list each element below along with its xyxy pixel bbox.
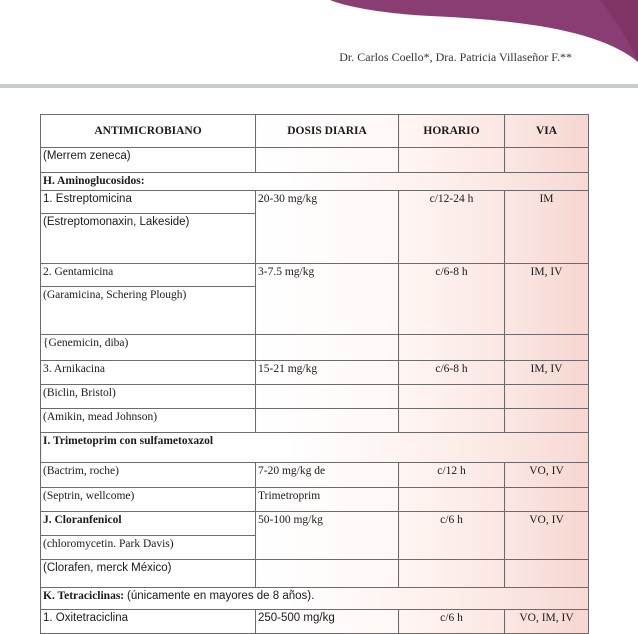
time-cell: c/12-24 h bbox=[399, 191, 505, 264]
dose-cell: 3-7.5 mg/kg bbox=[256, 264, 399, 335]
time-cell: c/6 h bbox=[399, 610, 505, 634]
dose-cell bbox=[256, 409, 399, 433]
time-cell bbox=[399, 560, 505, 588]
time-cell bbox=[399, 148, 505, 173]
table-row bbox=[41, 560, 589, 588]
table-row bbox=[41, 264, 589, 287]
via-cell: IM, IV bbox=[505, 264, 589, 335]
drug-brand-cell: (Bactrim, roche) bbox=[41, 463, 256, 488]
table-row bbox=[41, 488, 589, 512]
section-heading: H. Aminoglucosidos: bbox=[41, 173, 589, 191]
dose-cell: 15-21 mg/kg bbox=[256, 361, 399, 385]
via-cell: VO, IV bbox=[505, 512, 589, 560]
drug-name-cell: 2. Gentamicina bbox=[41, 264, 256, 287]
table-row bbox=[41, 385, 589, 409]
table-row bbox=[41, 361, 589, 385]
section-heading: J. Cloranfenicol bbox=[41, 512, 256, 536]
col-header-horario: HORARIO bbox=[399, 115, 505, 148]
section-note: (únicamente en mayores de 8 años). bbox=[127, 590, 315, 602]
section-row bbox=[41, 173, 589, 191]
time-cell bbox=[399, 385, 505, 409]
table-row bbox=[41, 512, 589, 536]
col-header-antimicrobiano: ANTIMICROBIANO bbox=[41, 115, 256, 148]
dose-cell: Trimetroprim bbox=[256, 488, 399, 512]
drug-name-cell: 3. Arnikacina bbox=[41, 361, 256, 385]
time-cell: c/6-8 h bbox=[399, 264, 505, 335]
drug-name-cell: 1. Oxitetraciclina bbox=[41, 610, 256, 634]
section-heading: I. Trimetoprim con sulfametoxazol bbox=[41, 433, 589, 463]
drug-brand-cell: (Estreptomonaxin, Lakeside) bbox=[41, 214, 256, 264]
col-header-via: VIA bbox=[505, 115, 589, 148]
via-cell: IM, IV bbox=[505, 361, 589, 385]
via-cell bbox=[505, 335, 589, 361]
dose-cell: 250-500 mg/kg bbox=[256, 610, 399, 634]
table-row bbox=[41, 148, 589, 173]
drug-name-cell: 1. Estreptomicina bbox=[41, 191, 256, 214]
drug-brand-cell: {Genemicin, diba) bbox=[41, 335, 256, 361]
section-heading bbox=[41, 588, 589, 610]
authors-line: Dr. Carlos Coello*, Dra. Patricia Villaseñor F.** bbox=[339, 50, 572, 64]
table-row bbox=[41, 463, 589, 488]
time-cell bbox=[399, 335, 505, 361]
col-header-dosis: DOSIS DIARIA bbox=[256, 115, 399, 148]
via-cell bbox=[505, 560, 589, 588]
via-cell bbox=[505, 409, 589, 433]
dose-cell bbox=[256, 148, 399, 173]
time-cell bbox=[399, 409, 505, 433]
antimicrobial-table bbox=[40, 114, 589, 634]
table-row bbox=[41, 409, 589, 433]
drug-brand-cell: (Garamicina, Schering Plough) bbox=[41, 287, 256, 335]
section-row bbox=[41, 588, 589, 610]
time-cell: c/6 h bbox=[399, 512, 505, 560]
time-cell bbox=[399, 488, 505, 512]
via-cell: IM bbox=[505, 191, 589, 264]
dose-cell bbox=[256, 335, 399, 361]
section-title: K. Tetraciclinas: bbox=[43, 590, 125, 602]
header-swoosh bbox=[0, 0, 638, 84]
table-row bbox=[41, 335, 589, 361]
table-header-row bbox=[41, 115, 589, 148]
via-cell bbox=[505, 385, 589, 409]
drug-brand-cell: (Merrem zeneca) bbox=[41, 148, 256, 173]
dose-cell: 50-100 mg/kg bbox=[256, 512, 399, 560]
section-row bbox=[41, 433, 589, 463]
time-cell: c/6-8 h bbox=[399, 361, 505, 385]
drug-brand-cell: (Clorafen, merck México) bbox=[41, 560, 256, 588]
dose-cell: 20-30 mg/kg bbox=[256, 191, 399, 264]
time-cell: c/12 h bbox=[399, 463, 505, 488]
table-row bbox=[41, 191, 589, 214]
drug-brand-cell: (chloromycetin. Park Davis) bbox=[41, 536, 256, 560]
via-cell: VO, IV bbox=[505, 463, 589, 488]
drug-brand-cell: (Septrin, wellcome) bbox=[41, 488, 256, 512]
via-cell bbox=[505, 148, 589, 173]
dose-cell bbox=[256, 385, 399, 409]
drug-brand-cell: (Biclin, Bristol) bbox=[41, 385, 256, 409]
via-cell bbox=[505, 488, 589, 512]
dose-cell: 7-20 mg/kg de bbox=[256, 463, 399, 488]
dose-cell bbox=[256, 560, 399, 588]
header-rule bbox=[0, 84, 638, 88]
via-cell: VO, IM, IV bbox=[505, 610, 589, 634]
drug-brand-cell: (Amikin, mead Johnson) bbox=[41, 409, 256, 433]
